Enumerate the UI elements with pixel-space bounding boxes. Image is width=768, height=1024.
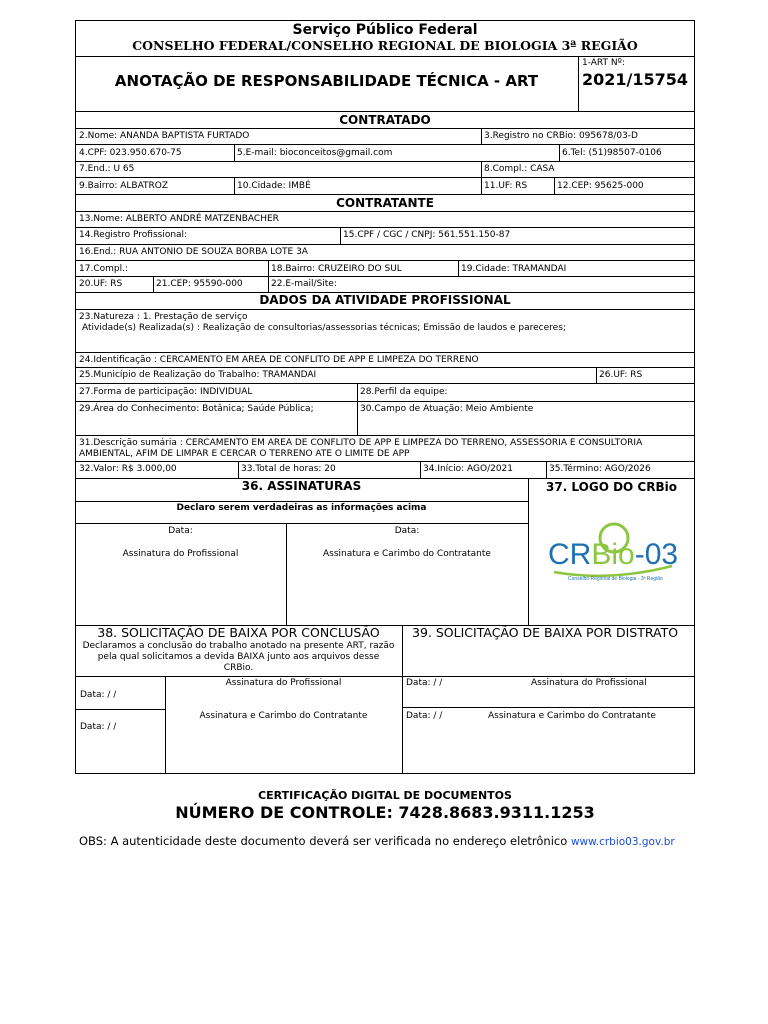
baixa-distrato-assinatura-contratante: Assinatura e Carimbo do Contratante bbox=[488, 711, 656, 721]
baixa-conclusao-title: 38. SOLICITAÇÃO DE BAIXA POR CONCLUSÃO bbox=[97, 625, 380, 640]
crbio-website-link[interactable]: www.crbio03.gov.br bbox=[570, 836, 675, 848]
atividade-section-title: DADOS DA ATIVIDADE PROFISSIONAL bbox=[259, 293, 511, 307]
atividade-campo-atuacao: 30.Campo de Atuação: Meio Ambiente bbox=[360, 404, 534, 414]
council-title: CONSELHO FEDERAL/CONSELHO REGIONAL DE BIOLOGIA 3ª REGIÃO bbox=[132, 38, 638, 53]
data-assinatura-profissional: Data: bbox=[168, 526, 193, 536]
data-assinatura-contratante: Data: bbox=[394, 526, 420, 536]
baixa-conclusao-data-2: Data: / / bbox=[80, 722, 117, 732]
contratado-complemento: 8.Compl.: CASA bbox=[484, 164, 555, 174]
contratado-cidade: 10.Cidade: IMBÉ bbox=[237, 181, 311, 191]
atividade-area-conhecimento: 29.Área do Conhecimento: Botânica; Saúde Pública; bbox=[79, 404, 314, 414]
contratante-nome: 13.Nome: ALBERTO ANDRÉ MATZENBACHER bbox=[79, 214, 279, 224]
contratado-section-title: CONTRATADO bbox=[339, 113, 431, 127]
declaramos-linha2: pela qual solicitamos a devida BAIXA junto aos arquivos desse bbox=[97, 652, 380, 662]
atividade-natureza: 23.Natureza : 1. Prestação de serviço bbox=[79, 312, 248, 322]
declaro-verdadeiras: Declaro serem verdadeiras as informações acima bbox=[176, 503, 427, 513]
contratado-cpf: 4.CPF: 023.950.670-75 bbox=[79, 148, 182, 158]
baixa-conclusao-data-1: Data: / / bbox=[80, 690, 117, 700]
contratante-email: 22.E-mail/Site: bbox=[271, 279, 337, 289]
atividade-termino: 35.Término: AGO/2026 bbox=[549, 464, 651, 474]
service-title: Serviço Público Federal bbox=[292, 22, 478, 38]
obs-autenticidade bbox=[79, 834, 675, 850]
contratante-bairro: 18.Bairro: CRUZEIRO DO SUL bbox=[271, 264, 402, 274]
contratante-complemento: 17.Compl.: bbox=[79, 264, 128, 274]
contratante-endereco: 16.End.: RUA ANTONIO DE SOUZA BORBA LOTE 3A bbox=[79, 247, 308, 257]
baixa-conclusao-assinatura-profissional: Assinatura do Profissional bbox=[225, 678, 342, 688]
atividade-valor: 32.Valor: R$ 3.000,00 bbox=[79, 464, 177, 474]
atividade-identificacao: 24.Identificação : CERCAMENTO EM AREA DE CONFLITO DE APP E LIMPEZA DO TERRENO bbox=[79, 355, 479, 365]
crbio-logo-icon bbox=[540, 516, 688, 588]
atividade-forma-participacao: 27.Forma de participação: INDIVIDUAL bbox=[79, 387, 253, 397]
contratante-cidade: 19.Cidade: TRAMANDAI bbox=[461, 264, 567, 274]
atividade-inicio: 34.Início: AGO/2021 bbox=[423, 464, 514, 474]
contratante-uf: 20.UF: RS bbox=[79, 279, 123, 289]
art-number-label: 1-ART Nº: bbox=[582, 58, 625, 68]
contratante-cep: 21.CEP: 95590-000 bbox=[156, 279, 243, 289]
assinatura-profissional: Assinatura do Profissional bbox=[122, 549, 239, 559]
contratado-telefone: 6.Tel: (51)98507-0106 bbox=[562, 148, 662, 158]
atividade-descricao-linha2: AMBIENTAL, AFIM DE LIMPAR E CERCAR O TERRENO ATE O LIMITE DE APP bbox=[79, 449, 410, 459]
contratante-registro: 14.Registro Profissional: bbox=[79, 230, 188, 240]
atividade-perfil-equipe: 28.Perfil da equipe: bbox=[360, 387, 448, 397]
contratado-nome: 2.Nome: ANANDA BAPTISTA FURTADO bbox=[79, 131, 250, 141]
svg-text:Conselho Regional de Biologia: Conselho Regional de Biologia - 3ª Região bbox=[568, 576, 663, 582]
logo-section-title: 37. LOGO DO CRBio bbox=[546, 480, 677, 494]
contratado-uf: 11.UF: RS bbox=[484, 181, 528, 191]
crbio-logo bbox=[540, 516, 688, 588]
svg-text:CRBio-03: CRBio-03 bbox=[548, 538, 679, 571]
contratante-cpf-cnpj: 15.CPF / CGC / CNPJ: 561.551.150-87 bbox=[343, 230, 511, 240]
numero-controle: NÚMERO DE CONTROLE: 7428.8683.9311.1253 bbox=[175, 803, 595, 822]
declaramos-linha1: Declaramos a conclusão do trabalho anotado na presente ART, razão bbox=[82, 641, 395, 651]
art-number: 2021/15754 bbox=[582, 70, 689, 89]
contratante-section-title: CONTRATANTE bbox=[336, 196, 434, 210]
contratado-endereco: 7.End.: U 65 bbox=[79, 164, 135, 174]
baixa-distrato-data-1: Data: / / bbox=[406, 678, 443, 688]
contratado-email: 5.E-mail: bioconceitos@gmail.com bbox=[237, 148, 393, 158]
atividade-total-horas: 33.Total de horas: 20 bbox=[241, 464, 336, 474]
assinaturas-section-title: 36. ASSINATURAS bbox=[241, 479, 362, 493]
atividade-municipio: 25.Município de Realização do Trabalho: TRAMANDAI bbox=[79, 370, 317, 380]
atividade-descricao-linha1: 31.Descrição sumária : CERCAMENTO EM AREA DE CONFLITO DE APP E LIMPEZA DO TERRENO, ASSESSORIA E CONSULTORIA bbox=[79, 438, 643, 448]
atividade-realizadas: Atividade(s) Realizada(s) : Realização de consultorias/assessorias técnicas; Emissão de laudos e pareceres; bbox=[82, 323, 566, 333]
contratado-cep: 12.CEP: 95625-000 bbox=[557, 181, 644, 191]
baixa-distrato-assinatura-profissional: Assinatura do Profissional bbox=[531, 678, 647, 688]
contratado-registro: 3.Registro no CRBio: 095678/03-D bbox=[484, 131, 638, 141]
document-title: ANOTAÇÃO DE RESPONSABILIDADE TÉCNICA - ART bbox=[114, 72, 539, 90]
atividade-uf: 26.UF: RS bbox=[599, 370, 643, 380]
obs-text: OBS: A autenticidade deste documento deverá ser verificada no endereço eletrônico bbox=[79, 834, 571, 848]
assinatura-contratante: Assinatura e Carimbo do Contratante bbox=[323, 549, 491, 559]
contratado-bairro: 9.Bairro: ALBATROZ bbox=[79, 181, 169, 191]
baixa-distrato-data-2: Data: / / bbox=[406, 711, 443, 721]
certificacao-digital: CERTIFICAÇÃO DIGITAL DE DOCUMENTOS bbox=[258, 789, 512, 802]
baixa-conclusao-assinatura-contratante: Assinatura e Carimbo do Contratante bbox=[199, 711, 368, 721]
declaramos-linha3: CRBio. bbox=[223, 663, 254, 673]
baixa-distrato-title: 39. SOLICITAÇÃO DE BAIXA POR DISTRATO bbox=[412, 625, 679, 640]
